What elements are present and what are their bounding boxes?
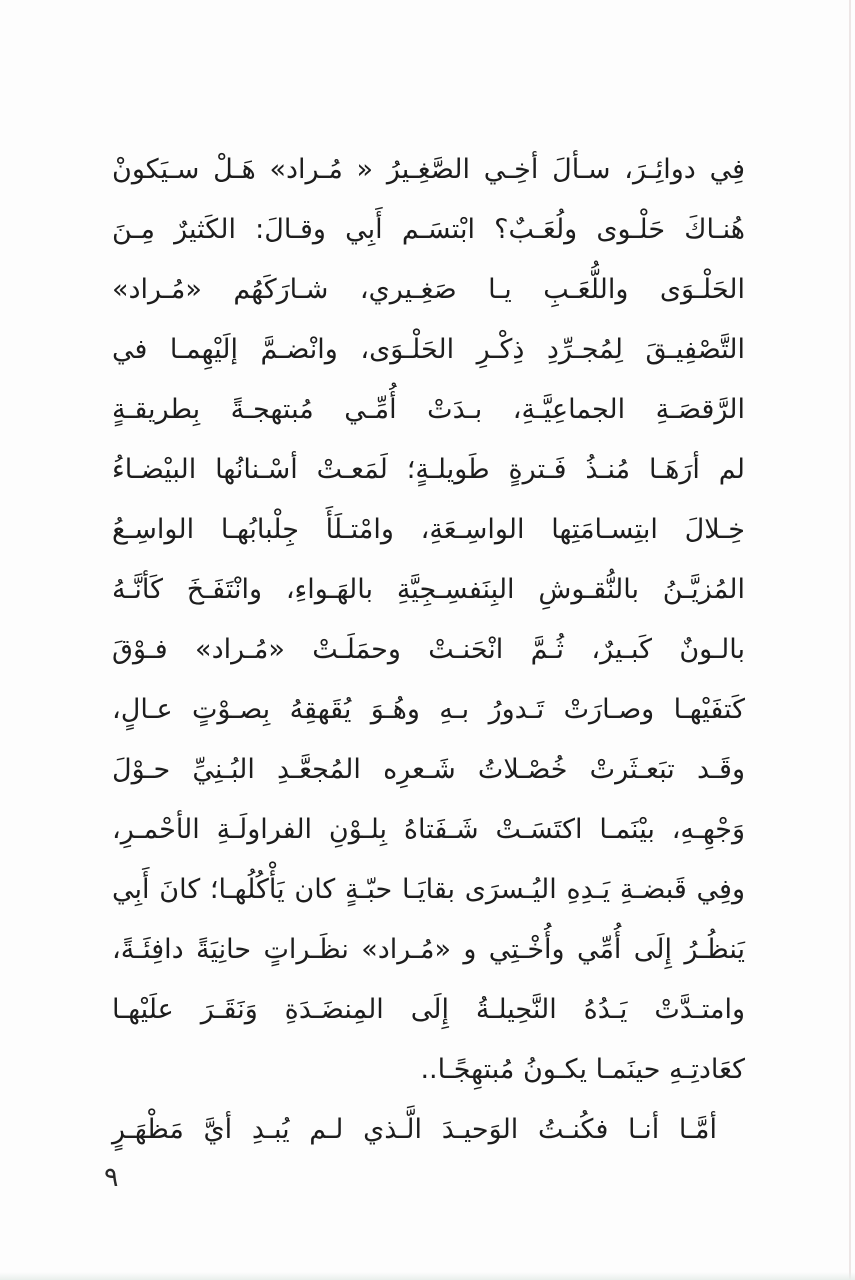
text-line: الحَلْـوَى واللُّعَـبِ يـا صَغِـيري، شـارَكَهُم «مُـراد»	[112, 274, 745, 305]
text-line: وَجْهِـهِ، بيْنَمـا اكتَسَـتْ شَـفَتاهُ بِلـوْنِ الفراولَـةِ الأحْمـرِ،	[112, 814, 745, 845]
text-line: وامتـدَّتْ يَـدُهُ النَّحِيلـةُ إِلَى المِنضَـدَةِ وَنَقَـرَ علَيْهـا	[112, 994, 745, 1025]
text-line: هُنـاكَ حَلْـوى ولُعَـبٌ؟ ابْتسَـم أَبِي وقـالَ: الكَثيرٌ مِـنَ	[112, 214, 745, 245]
text-line: بالـونٌ كَبـيرٌ، ثُـمَّ انْحَنـتْ وحمَلَـتْ «مُـراد» فـوْقَ	[112, 634, 745, 665]
text-line-paragraph-end: كعَادتِـهِ حينَمـا يكـونُ مُبتهِجًـا..	[420, 1054, 745, 1085]
text-line: وقَـد تبَعـثَرتْ خُصْـلاتُ شَـعرِه المُجعَّـدِ البُـنِيِّ حـوْلَ	[112, 754, 745, 785]
scan-edge-right-artifact	[849, 0, 851, 1280]
text-line: فِي دوائِـرَ، سـألَ أخِـي الصَّغِـيرُ « مُـراد» هَـلْ سـيَكونْ	[112, 154, 745, 185]
text-line: خِـلالَ ابتِسـامَتِها الواسِـعَةِ، وامْتـلَأَ جِلْبابُهـا الواسِـعُ	[112, 514, 745, 545]
text-line: لم أرَهَـا مُنـذُ فَـترةٍ طَويلـةٍ؛ لَمَعـتْ أسْـنانُها البيْضـاءُ	[112, 454, 745, 485]
text-line: التَّصْفِيـقَ لِمُجـرِّدِ ذِكْـرِ الحَلْـوَى، وانْضـمَّ إلَيْهِمـا في	[112, 334, 745, 365]
text-line: كَتفَيْهـا وصـارَتْ تَـدورُ بـهِ وهُـوَ يُقَهقِهُ بِصـوْتٍ عـالٍ،	[112, 694, 745, 725]
scan-edge-bottom-artifact	[0, 1272, 855, 1280]
page-text	[112, 140, 745, 1160]
text-line: المُزيَّـنُ بالنُّقـوشِ البِنَفسِـجِيَّةِ بالهَـواءِ، وانْتَفَـخَ كَأنَّـهُ	[112, 574, 745, 605]
text-line-new-paragraph: أمَّـا أنـا فكُنـتُ الوَحيـدَ الَّـذي لـم يُبـدِ أيَّ مَظْهَـرٍ	[112, 1114, 717, 1145]
page-number: ٩	[104, 1162, 119, 1193]
text-line: يَنظُـرُ إِلَى أُمِّي وأُخْـتِي و «مُـراد» نظَـراتٍ حانِيَةً دافِئَـةً،	[112, 934, 745, 965]
text-line: وفِي قَبضـةِ يَـدِهِ اليُـسرَى بقايَـا حبّـةٍ كان يَأْكُلُهـا؛ كانَ أَبِي	[112, 874, 745, 905]
text-line: الرَّقصَـةِ الجماعِيَّـةِ، بـدَتْ أُمِّـي مُبتهجـةً بِطريقـةٍ	[112, 394, 745, 425]
